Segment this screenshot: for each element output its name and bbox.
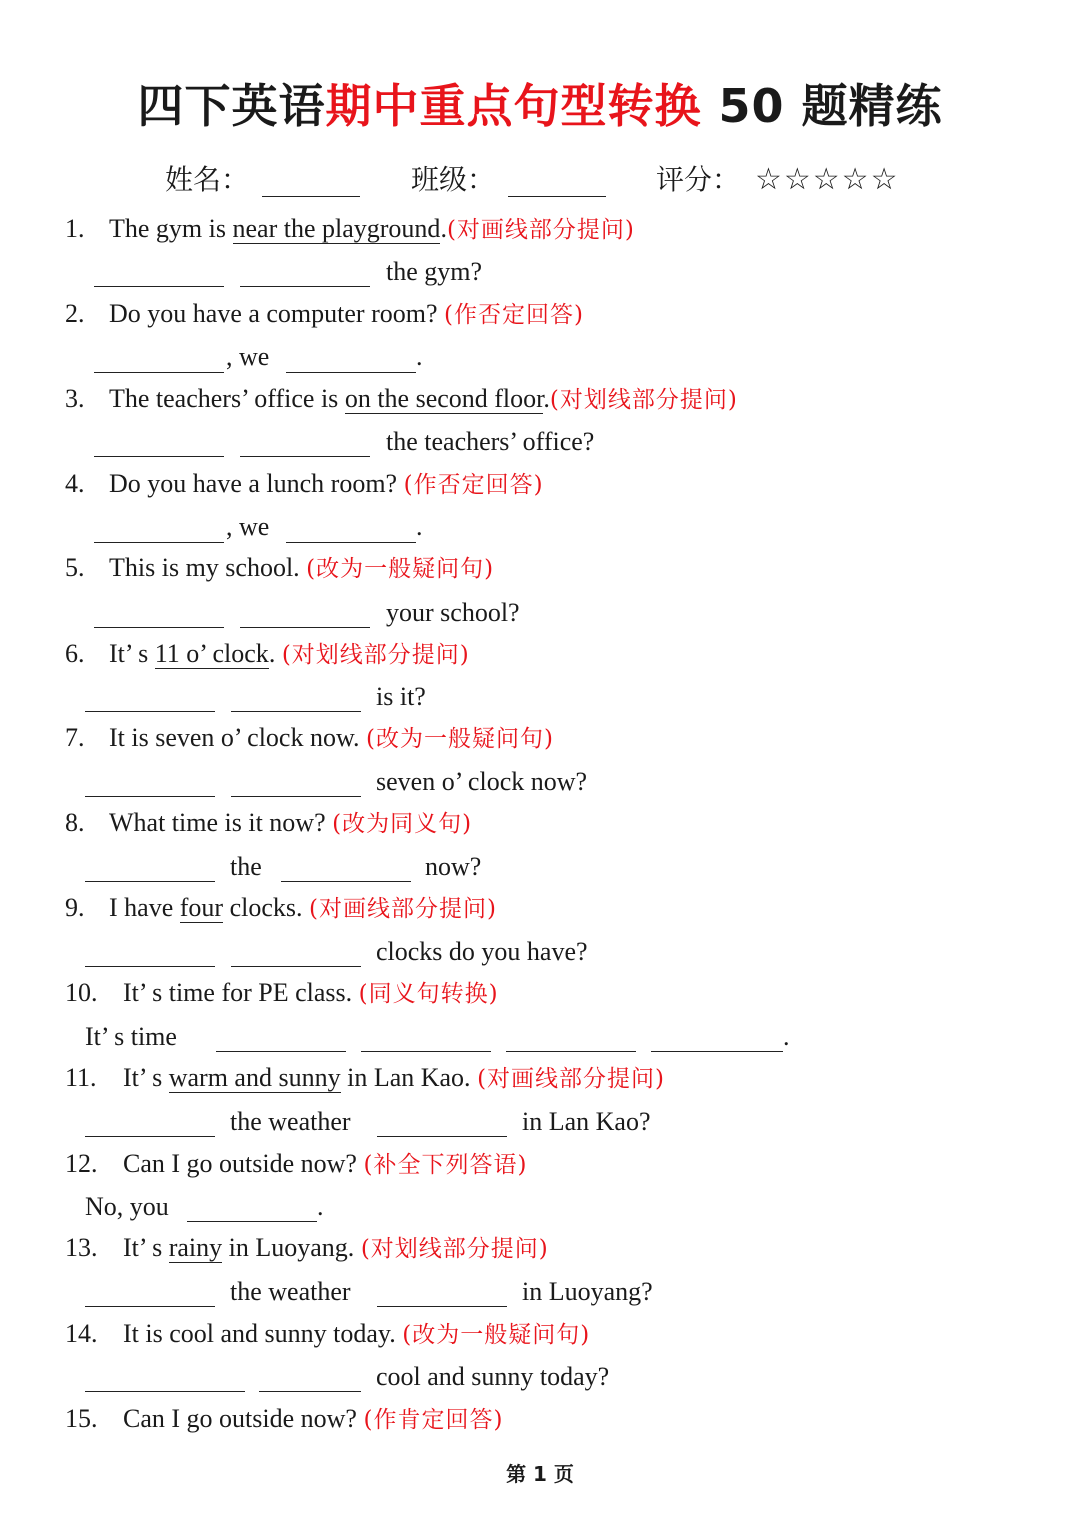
instruction: (补全下列答语)	[363, 1152, 528, 1178]
answer-text: clocks do you have?	[376, 937, 588, 966]
answer-text: It’ s time	[85, 1022, 177, 1051]
answer-blank[interactable]	[377, 1136, 507, 1137]
answer-text: the gym?	[386, 257, 483, 286]
instruction: (对划线部分提问)	[360, 1236, 549, 1262]
instruction: (改为一般疑问句)	[306, 556, 495, 582]
question-8	[65, 806, 472, 841]
answer-text: .	[317, 1192, 324, 1221]
answer-blank[interactable]	[85, 796, 215, 797]
answer-text: is it?	[376, 682, 426, 711]
instruction: (改为一般疑问句)	[402, 1322, 591, 1348]
question-number: 10.	[65, 978, 98, 1007]
answer-text: , we	[226, 512, 270, 541]
answer-text: the weather	[230, 1277, 351, 1306]
name-field[interactable]	[262, 196, 360, 197]
answer-blank[interactable]	[85, 1391, 245, 1392]
answer-blank[interactable]	[377, 1306, 507, 1307]
question-12	[65, 1147, 527, 1182]
underlined-phrase: rainy	[168, 1233, 223, 1262]
question-text: It is seven o’ clock now.	[109, 723, 367, 752]
answer-blank[interactable]	[94, 372, 224, 373]
question-text-end: .	[268, 639, 282, 668]
underlined-phrase: 11 o’ clock	[154, 639, 269, 668]
question-text-end: .	[440, 214, 447, 243]
class-label: 班级：	[411, 163, 496, 196]
question-number: 9.	[65, 893, 85, 922]
underlined-phrase: warm and sunny	[168, 1063, 341, 1092]
page-title	[0, 75, 1080, 137]
question-15	[65, 1402, 503, 1437]
question-text: It’ s	[123, 1233, 169, 1262]
question-text: It’ s time for PE class.	[123, 978, 359, 1007]
question-number: 14.	[65, 1319, 98, 1348]
answer-text: , we	[226, 342, 270, 371]
question-1	[65, 212, 635, 247]
instruction: (作否定回答)	[403, 472, 544, 498]
answer-blank[interactable]	[231, 711, 361, 712]
answer-blank[interactable]	[240, 286, 370, 287]
answer-blank[interactable]	[94, 456, 224, 457]
question-6	[65, 637, 470, 672]
answer-blank[interactable]	[85, 966, 215, 967]
answer-text: in Luoyang?	[522, 1277, 653, 1306]
answer-text: the teachers’ office?	[386, 427, 595, 456]
answer-text: in Lan Kao?	[522, 1107, 651, 1136]
question-number: 4.	[65, 469, 85, 498]
score-stars: ☆☆☆☆☆	[755, 162, 900, 197]
answer-blank[interactable]	[85, 711, 215, 712]
question-number: 8.	[65, 808, 85, 837]
answer-blank[interactable]	[361, 1051, 491, 1052]
question-number: 11.	[65, 1063, 97, 1092]
instruction: (作肯定回答)	[363, 1407, 504, 1433]
instruction: (对划线部分提问)	[281, 642, 470, 668]
instruction: (对画线部分提问)	[309, 896, 497, 922]
answer-blank[interactable]	[94, 627, 224, 628]
answer-blank[interactable]	[240, 627, 370, 628]
question-7	[65, 721, 554, 756]
underlined-phrase: four	[179, 893, 224, 922]
question-text-end: in Lan Kao.	[340, 1063, 478, 1092]
question-text: Can I go outside now?	[123, 1404, 364, 1433]
instruction: (同义句转换)	[358, 981, 499, 1007]
question-text: It’ s	[123, 1063, 169, 1092]
answer-blank[interactable]	[286, 542, 416, 543]
question-13	[65, 1231, 549, 1266]
question-3	[65, 382, 738, 417]
answer-blank[interactable]	[240, 456, 370, 457]
instruction: (对画线部分提问)	[477, 1066, 666, 1092]
answer-text: now?	[425, 852, 482, 881]
question-number: 2.	[65, 299, 85, 328]
question-text: I have	[109, 893, 180, 922]
underlined-phrase: near the playground	[232, 214, 441, 243]
instruction: (改为同义句)	[332, 811, 473, 837]
question-text: Do you have a computer room?	[109, 299, 445, 328]
answer-text: cool and sunny today?	[376, 1362, 610, 1391]
question-11	[65, 1061, 665, 1096]
answer-blank[interactable]	[187, 1221, 317, 1222]
question-number: 7.	[65, 723, 85, 752]
question-text: The gym is	[109, 214, 233, 243]
title-part-red: 期中重点句型转换	[325, 79, 702, 133]
answer-blank[interactable]	[85, 881, 215, 882]
question-text-end: in Luoyang.	[222, 1233, 361, 1262]
question-4	[65, 467, 544, 502]
question-number: 3.	[65, 384, 85, 413]
answer-text: No, you	[85, 1192, 169, 1221]
underlined-phrase: on the second floor	[344, 384, 544, 413]
answer-text: seven o’ clock now?	[376, 767, 588, 796]
question-number: 13.	[65, 1233, 98, 1262]
class-field[interactable]	[508, 196, 606, 197]
question-text: What time is it now?	[109, 808, 333, 837]
answer-blank[interactable]	[286, 372, 416, 373]
question-text-end: .	[543, 384, 550, 413]
answer-text: .	[416, 342, 423, 371]
answer-blank[interactable]	[85, 1136, 215, 1137]
student-info-row	[165, 160, 925, 204]
answer-text: your school?	[386, 598, 520, 627]
answer-text: .	[783, 1022, 790, 1051]
question-text: It’ s	[109, 639, 155, 668]
answer-blank[interactable]	[231, 966, 361, 967]
question-2	[65, 297, 584, 332]
instruction: (改为一般疑问句)	[366, 726, 554, 752]
answer-text: the	[230, 852, 262, 881]
question-9	[65, 891, 497, 926]
answer-blank[interactable]	[259, 1391, 361, 1392]
title-part-black: 四下英语	[137, 79, 326, 133]
instruction: (对画线部分提问)	[446, 217, 635, 243]
question-number: 6.	[65, 639, 85, 668]
instruction: (作否定回答)	[444, 302, 584, 328]
question-text-end: clocks.	[223, 893, 309, 922]
answer-text: .	[416, 512, 423, 541]
page-number: 第 1 页	[506, 1462, 574, 1486]
question-text: It is cool and sunny today.	[123, 1319, 403, 1348]
answer-text: the weather	[230, 1107, 351, 1136]
answer-blank[interactable]	[216, 1051, 346, 1052]
question-number: 15.	[65, 1404, 98, 1433]
question-14	[65, 1317, 590, 1352]
question-text: Can I go outside now?	[123, 1149, 364, 1178]
answer-blank[interactable]	[651, 1051, 783, 1052]
question-number: 1.	[65, 214, 85, 243]
answer-blank[interactable]	[506, 1051, 636, 1052]
score-label: 评分：	[656, 163, 741, 196]
question-text: Do you have a lunch room?	[109, 469, 404, 498]
answer-blank[interactable]	[94, 542, 224, 543]
answer-blank[interactable]	[85, 1306, 215, 1307]
title-part-count: 50 题精练	[701, 79, 943, 133]
question-5	[65, 551, 494, 586]
question-10	[65, 976, 499, 1011]
answer-blank[interactable]	[281, 881, 411, 882]
question-text: This is my school.	[109, 553, 307, 582]
answer-blank[interactable]	[94, 286, 224, 287]
question-number: 5.	[65, 553, 85, 582]
name-label: 姓名：	[165, 163, 250, 196]
question-text: The teachers’ office is	[109, 384, 345, 413]
instruction: (对划线部分提问)	[549, 387, 738, 413]
question-number: 12.	[65, 1149, 98, 1178]
answer-blank[interactable]	[231, 796, 361, 797]
